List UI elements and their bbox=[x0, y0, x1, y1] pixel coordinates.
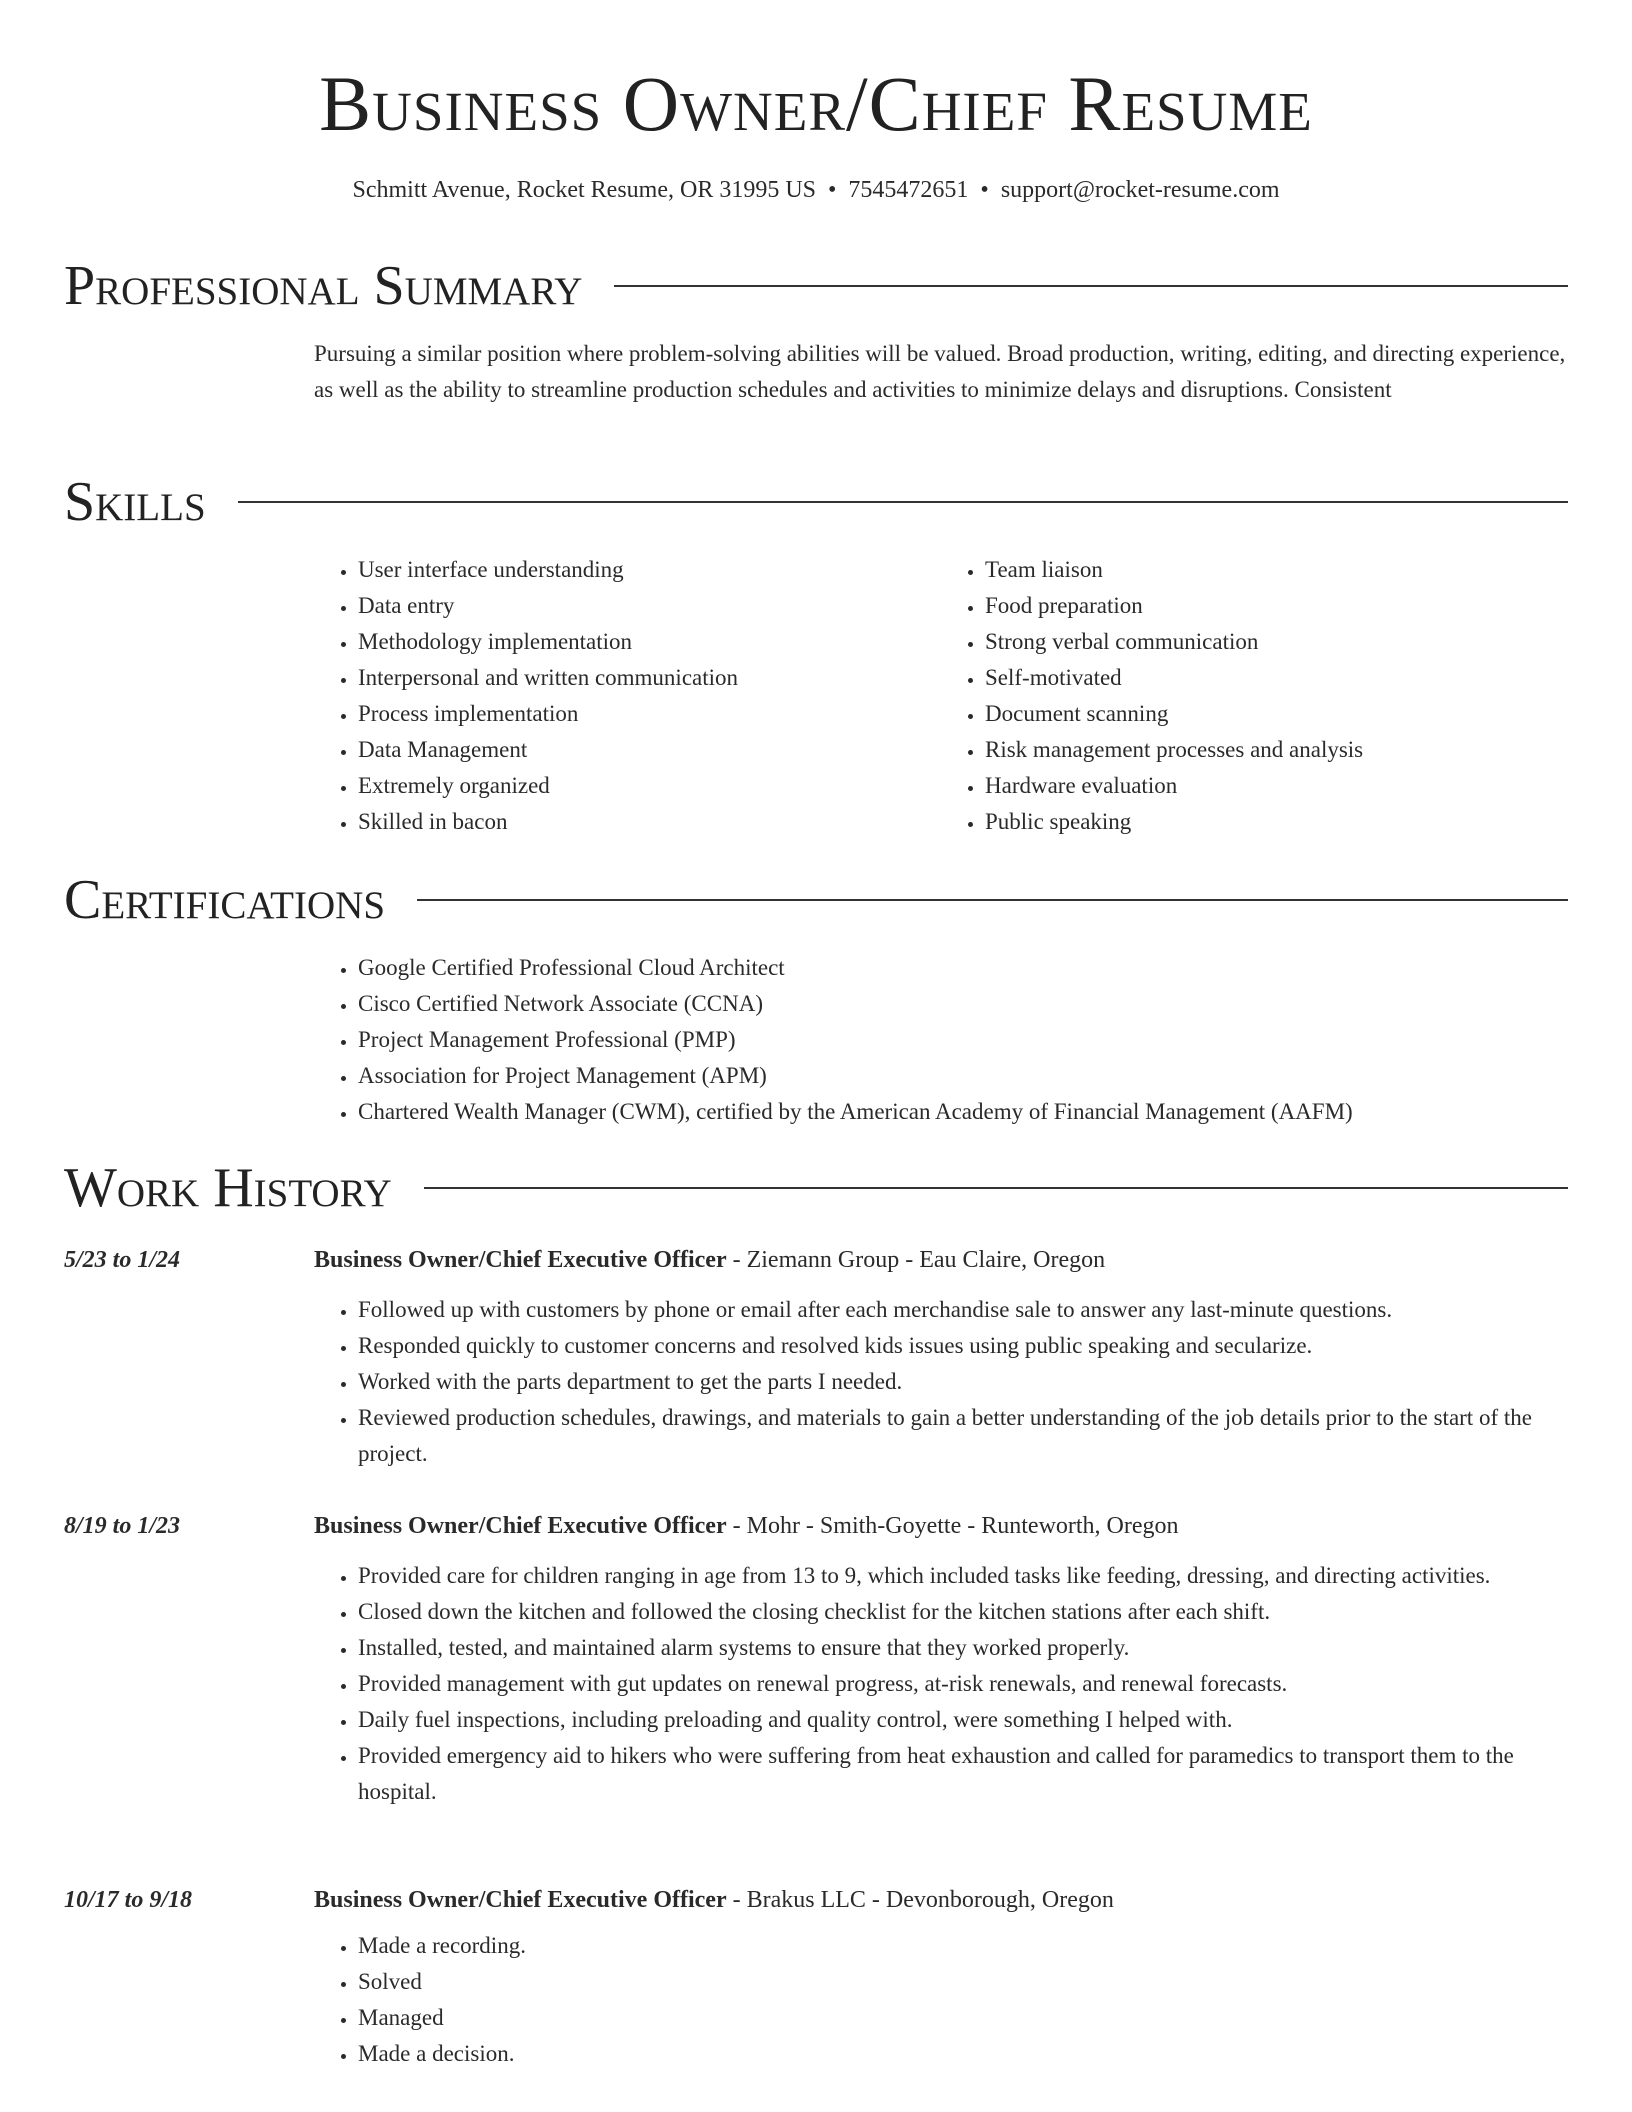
duty-item: • Managed bbox=[358, 2000, 1568, 2036]
job-dates: 5/23 to 1/24 bbox=[64, 1247, 181, 1273]
contact-separator: • bbox=[980, 177, 989, 203]
job-heading bbox=[314, 1882, 1568, 1918]
duty-item: • Worked with the parts department to get the parts I needed. bbox=[358, 1364, 1568, 1400]
contact-line bbox=[0, 174, 1632, 206]
duty-item: • Provided emergency aid to hikers who were suffering from heat exhaustion and called for paramedics to transport them to the hospital. bbox=[358, 1738, 1568, 1810]
section-divider bbox=[417, 899, 1568, 901]
skills-list-left bbox=[314, 552, 941, 840]
duty-item: • Solved bbox=[358, 1964, 1568, 2000]
skill-item: • Data Management bbox=[358, 732, 941, 768]
skill-item: • Data entry bbox=[358, 588, 941, 624]
job-title: Business Owner/Chief Executive Officer bbox=[314, 1513, 727, 1539]
job-duties bbox=[314, 1928, 1568, 2072]
candidate-name: Business Owner/Chief Resume bbox=[319, 60, 1313, 147]
section-title-certifications: Certifications bbox=[64, 869, 386, 931]
skill-item: • Document scanning bbox=[985, 696, 1568, 732]
duty-item: • Provided management with gut updates on renewal progress, at-risk renewals, and renewal forecasts. bbox=[358, 1666, 1568, 1702]
skill-item: • User interface understanding bbox=[358, 552, 941, 588]
phone-number: 7545472651 bbox=[848, 177, 969, 203]
certifications-list bbox=[314, 950, 1568, 1130]
duty-item: • Closed down the kitchen and followed the closing checklist for the kitchen stations after each shift. bbox=[358, 1594, 1568, 1630]
job-duties-list bbox=[314, 1292, 1568, 1472]
email-address[interactable]: support@rocket-resume.com bbox=[1000, 177, 1280, 203]
skill-item: • Interpersonal and written communication bbox=[358, 660, 941, 696]
skills-list-right bbox=[941, 552, 1568, 840]
work-history-section-header bbox=[64, 1156, 1568, 1220]
skills-columns bbox=[314, 552, 1568, 840]
section-divider bbox=[424, 1187, 1568, 1189]
certification-item: • Association for Project Management (APM) bbox=[358, 1058, 1568, 1094]
skill-item: • Skilled in bacon bbox=[358, 804, 941, 840]
summary-section-header bbox=[64, 254, 1568, 318]
certification-item: • Google Certified Professional Cloud Architect bbox=[358, 950, 1568, 986]
duty-item: • Reviewed production schedules, drawings, and materials to gain a better understanding of the job details prior to the start of the project. bbox=[358, 1400, 1568, 1472]
skill-item: • Self-motivated bbox=[985, 660, 1568, 696]
address: Schmitt Avenue, Rocket Resume, OR 31995 US bbox=[352, 177, 817, 203]
job-duties bbox=[314, 1292, 1568, 1472]
skill-item: • Public speaking bbox=[985, 804, 1568, 840]
skill-item: • Food preparation bbox=[985, 588, 1568, 624]
certification-item: • Cisco Certified Network Associate (CCNA) bbox=[358, 986, 1568, 1022]
duty-item: • Responded quickly to customer concerns and resolved kids issues using public speaking and secularize. bbox=[358, 1328, 1568, 1364]
duty-item: • Followed up with customers by phone or email after each merchandise sale to answer any last-minute questions. bbox=[358, 1292, 1568, 1328]
certification-item: • Project Management Professional (PMP) bbox=[358, 1022, 1568, 1058]
section-title-summary: Professional Summary bbox=[64, 255, 583, 317]
section-title-work-history: Work History bbox=[64, 1157, 392, 1219]
job-title: Business Owner/Chief Executive Officer bbox=[314, 1887, 727, 1913]
job-employer-location: - Ziemann Group - Eau Claire, Oregon bbox=[726, 1247, 1106, 1273]
duty-item: • Made a recording. bbox=[358, 1928, 1568, 1964]
job-dates: 10/17 to 9/18 bbox=[64, 1887, 193, 1913]
skill-item: • Team liaison bbox=[985, 552, 1568, 588]
duty-item: • Daily fuel inspections, including preloading and quality control, were something I helped with. bbox=[358, 1702, 1568, 1738]
job-employer-location: - Mohr - Smith-Goyette - Runteworth, Oregon bbox=[726, 1513, 1179, 1539]
duty-item: • Made a decision. bbox=[358, 2036, 1568, 2072]
skills-section-header bbox=[64, 470, 1568, 534]
section-divider bbox=[238, 501, 1568, 503]
skill-item: • Methodology implementation bbox=[358, 624, 941, 660]
skill-item: • Risk management processes and analysis bbox=[985, 732, 1568, 768]
job-heading bbox=[314, 1508, 1568, 1544]
section-divider bbox=[614, 285, 1568, 287]
duty-item: • Installed, tested, and maintained alarm systems to ensure that they worked properly. bbox=[358, 1630, 1568, 1666]
job-heading bbox=[314, 1242, 1568, 1278]
skill-item: • Hardware evaluation bbox=[985, 768, 1568, 804]
certification-item: • Chartered Wealth Manager (CWM), certified by the American Academy of Financial Management (AAFM) bbox=[358, 1094, 1568, 1130]
contact-separator: • bbox=[828, 177, 837, 203]
skill-item: • Extremely organized bbox=[358, 768, 941, 804]
job-duties-list bbox=[314, 1558, 1568, 1810]
skill-item: • Strong verbal communication bbox=[985, 624, 1568, 660]
summary-text: Pursuing a similar position where problem-solving abilities will be valued. Broad production, writing, editing, and directing experience, as well as the ability to streamline production schedules and activities to minimize delays and disruptions. Consistent bbox=[314, 341, 1566, 402]
job-employer-location: - Brakus LLC - Devonborough, Oregon bbox=[726, 1887, 1114, 1913]
job-dates: 8/19 to 1/23 bbox=[64, 1513, 181, 1539]
certifications-block bbox=[314, 950, 1568, 1130]
job-title: Business Owner/Chief Executive Officer bbox=[314, 1247, 727, 1273]
job-duties bbox=[314, 1558, 1568, 1810]
skill-item: • Process implementation bbox=[358, 696, 941, 732]
duty-item: • Provided care for children ranging in age from 13 to 9, which included tasks like feeding, dressing, and directing activities. bbox=[358, 1558, 1568, 1594]
job-duties-list bbox=[314, 1928, 1568, 2072]
certifications-section-header bbox=[64, 868, 1568, 932]
section-title-skills: Skills bbox=[64, 471, 206, 533]
